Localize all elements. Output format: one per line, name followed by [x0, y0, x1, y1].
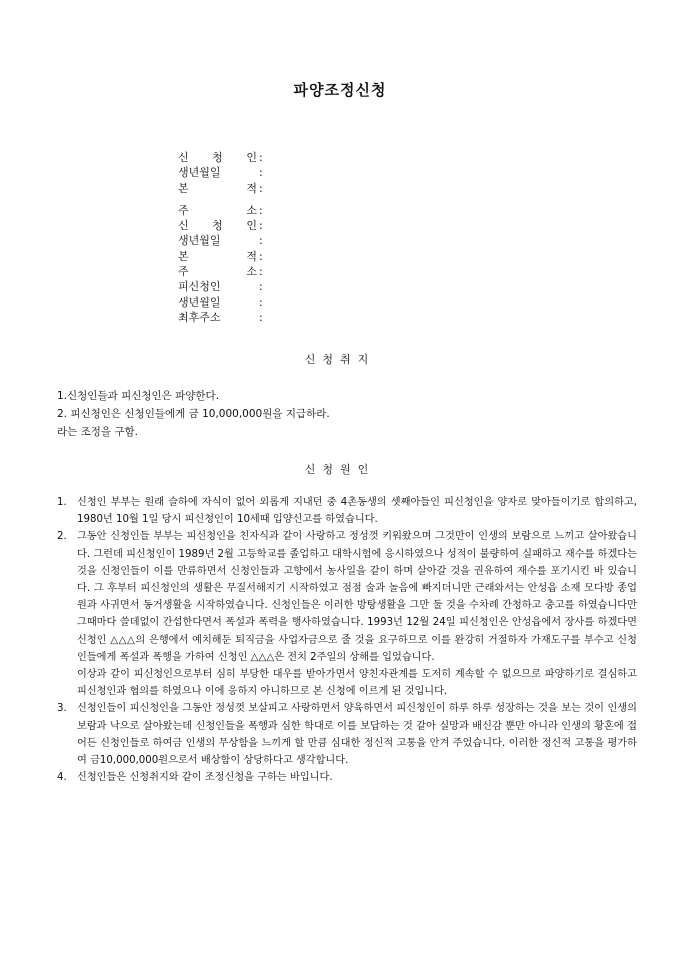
purpose-line: 1.신청인들과 피신청인은 파양한다. — [57, 390, 220, 402]
field-label: 주 소 — [178, 265, 257, 279]
reason-number: 1. — [57, 497, 67, 508]
field-colon: : — [259, 310, 263, 324]
document-title: 파양조정신청 — [293, 81, 387, 99]
party-field — [178, 264, 269, 279]
reason-paragraph: 신청인 부부는 원래 슬하에 자식이 없어 외롭게 지내던 중 4촌동생의 셋째아들인 피신청인을 양자로 맞아들이기로 합의하고, 1980년 10월 1일 당시 피신청인이 10세때 입양신고를 하였습니다. — [77, 497, 637, 526]
reason-paragraph: 신청인들은 신청취지와 같이 조정신청을 구하는 바입니다. — [77, 772, 333, 784]
field-colon: : — [259, 166, 263, 180]
party-field — [178, 279, 269, 294]
party-field — [178, 249, 269, 264]
party-field — [178, 181, 269, 196]
reason-paragraph: 신청인들이 피신청인을 그동안 정성껏 보살피고 사랑하면서 양육하면서 피신청인이 하루 하루 성장하는 것을 보는 것이 인생의 보람과 낙으로 살아왔는데 신청인들을 폭행과 심한 학대로 이를 보답하는 것 같아 실망과 배신감 뿐만 아니라 인생의 황혼에 접어든 신청인들로 하여금 인생의 무상함을 느끼게 할 만큼 심대한 정신적 고통을 안겨 주었습니다. 이러한 정신적 고통을 평가하여 금10,000,000원으로서 배상함이 상당하다고 생각합니다. — [77, 703, 637, 767]
party-field — [178, 150, 269, 165]
reason-text — [77, 494, 637, 528]
field-label: 최후주소 — [178, 310, 221, 324]
field-colon: : — [259, 280, 263, 294]
field-colon: : — [259, 265, 263, 279]
reason-paragraph: 이상과 같이 피신청인으로부터 심히 부당한 대우를 받아가면서 양친자관계를 도저히 계속할 수 없으므로 파양하기로 결심하고 피신청인과 협의를 하였으나 이에 응하지 아니하므로 본 신청에 이르게 된 것입니다. — [77, 669, 637, 698]
party-field — [178, 295, 269, 310]
purpose-line: 2. 피신청인은 신청인들에게 금 10,000,000원을 지급하라. — [57, 408, 330, 420]
reason-item — [57, 494, 637, 528]
reason-number: 4. — [57, 772, 67, 784]
purpose-heading: 신청취지 — [304, 353, 376, 366]
field-label: 본 적 — [178, 181, 257, 195]
reasons-heading: 신청원인 — [304, 463, 376, 476]
reason-number: 2. — [57, 531, 67, 543]
reason-item — [57, 769, 637, 786]
reason-paragraph: 그동안 신청인들 부부는 피신청인을 친자식과 같이 사랑하고 정성껏 키워왔으며 그것만이 인생의 보람으로 느끼고 살아왔습니다. 그런데 피신청인이 1989년 2월 고등학교를 졸업하고 대학시험에 응시하였으나 성적이 불량하여 실패하고 재수를 하겠다는 것을 신청인들이 이를 만류하면서 신청인들과 고향에서 농사일을 같이 하며 살아갈 것을 권유하여 재수를 포기시킨 바 있습니다. 그 후부터 피신청인의 생활은 무질서해지기 시작하였고 점점 술과 놀음에 빠지더니만 근래와서는 안성읍 소재 모다방 종업원과 사귀면서 동거생활을 시작하였습니다. 신청인들은 이러한 방탕생활을 그만 둘 것을 수차례 간청하고 충고를 하였습니다만 그때마다 쓸데없이 간섭한다면서 폭설과 폭력을 행사하였습니다. 1993년 12월 24일 피신청인은 안성읍에서 장사를 하겠다면 신청인 △△△의 은행에서 예치해둔 퇴직금을 사업자금으로 줄 것을 요구하므로 이를 완강히 거절하자 가재도구를 부수고 신청인들에게 폭설과 폭행을 가하여 신청인 △△△은 전치 2주일의 상해를 입었습니다. — [77, 531, 637, 663]
field-label: 본 적 — [178, 249, 257, 263]
field-label: 생년월일 — [178, 234, 221, 248]
reason-item — [57, 700, 637, 769]
field-colon: : — [259, 151, 263, 164]
party-field — [178, 203, 269, 218]
field-colon: : — [259, 249, 263, 263]
party-field — [178, 218, 269, 233]
party-field — [178, 233, 269, 248]
reason-number: 3. — [57, 703, 67, 715]
field-gap — [178, 196, 269, 203]
party-field — [178, 165, 269, 180]
field-colon: : — [259, 234, 263, 248]
field-label: 신 청 인 — [178, 219, 257, 233]
reason-text — [77, 700, 637, 769]
field-colon: : — [259, 219, 263, 233]
field-colon: : — [259, 181, 263, 195]
purpose-line: 라는 조정을 구함. — [57, 426, 139, 438]
party-field — [178, 310, 269, 325]
field-colon: : — [259, 203, 263, 217]
reason-item — [57, 528, 637, 700]
field-label: 피신청인 — [178, 280, 221, 294]
field-colon: : — [259, 295, 263, 309]
field-label: 주 소 — [178, 203, 257, 217]
purpose-section — [57, 387, 330, 441]
reason-text — [77, 528, 637, 700]
reason-text — [77, 769, 637, 786]
reasons-section — [57, 494, 637, 786]
field-label: 생년월일 — [178, 295, 221, 309]
field-label: 신 청 인 — [178, 151, 257, 164]
party-fields — [178, 150, 269, 325]
field-label: 생년월일 — [178, 166, 221, 180]
